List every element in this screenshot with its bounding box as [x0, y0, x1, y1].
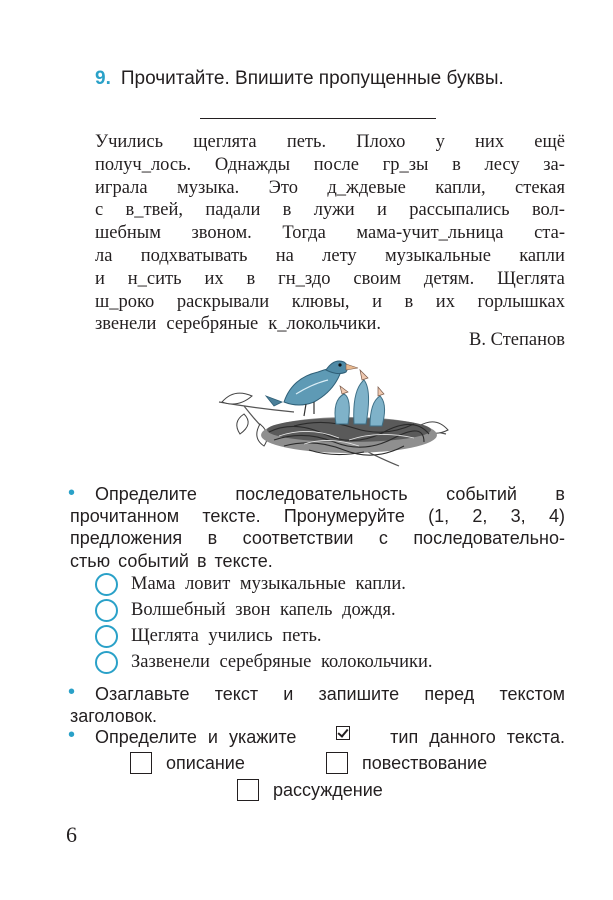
bullet-dot-icon: •	[68, 681, 76, 703]
bullet-dot-icon: •	[68, 482, 76, 504]
story-line: Учились щеглята петь. Плохо у них ещё	[95, 132, 565, 152]
story-line: и н_сить их в гн_здо своим детям. Щеглята	[95, 268, 565, 289]
answer-circle-icon[interactable]	[95, 625, 118, 648]
answer-circle-icon[interactable]	[95, 599, 118, 622]
task-a-text: Определите последовательность событий в прочитанном тексте. Пронумеруйте (1, 2, 3, 4) предложения в соответствии с последовательно- стью событий в тексте.	[70, 484, 565, 571]
checkbox-checkmark-icon	[336, 726, 350, 740]
description-checkbox[interactable]	[130, 752, 152, 774]
bullet-dot-icon: •	[68, 724, 76, 746]
task-c-text: Определите и укажите тип данного текста.	[95, 727, 565, 747]
choice-reasoning: рассуждение	[237, 779, 383, 801]
bird-nest-illustration	[214, 350, 452, 468]
order-option-2: Волшебный звон капель дождя.	[95, 597, 396, 623]
narration-checkbox[interactable]	[326, 752, 348, 774]
story-line: ла подхватывать на лету музыкальные капли	[95, 245, 565, 266]
story-line: с в_твей, падали в лужи и рассыпались вол-	[95, 200, 565, 221]
story-line: шебным звоном. Тогда мама-учит_льница ста-	[95, 223, 565, 244]
order-option-4: Зазвенели серебряные колокольчики.	[95, 649, 433, 675]
page-number: 6	[66, 822, 77, 847]
choice-description: описание	[130, 752, 245, 774]
task-number: 9.	[95, 68, 111, 89]
title-write-line[interactable]	[200, 118, 436, 119]
reasoning-checkbox[interactable]	[237, 779, 259, 801]
task-header	[95, 68, 504, 90]
story-author: В. Степанов	[469, 330, 565, 350]
story-text	[95, 131, 565, 336]
order-option-3: Щеглята учились петь.	[95, 623, 322, 649]
story-line: получ_лось. Однажды после гр_зы в лесу за-	[95, 154, 565, 175]
order-option-1: Мама ловит музыкальные капли.	[95, 571, 406, 597]
task-b-text: Озаглавьте текст и запишите перед текстом заголовок.	[70, 684, 565, 727]
story-line: играла музыка. Это д_ждевые капли, стекая	[95, 177, 565, 198]
story-line: ш_роко раскрывали клювы, и в их горлышках	[95, 291, 565, 312]
task-instruction: Прочитайте. Впишите пропущенные буквы.	[120, 68, 504, 89]
answer-circle-icon[interactable]	[95, 573, 118, 596]
story-line: звенели серебряные к_локольчики.	[95, 314, 381, 335]
chick-icon	[335, 380, 385, 426]
answer-circle-icon[interactable]	[95, 651, 118, 674]
choice-narration: повествование	[326, 752, 487, 774]
nest-icon	[261, 417, 437, 455]
